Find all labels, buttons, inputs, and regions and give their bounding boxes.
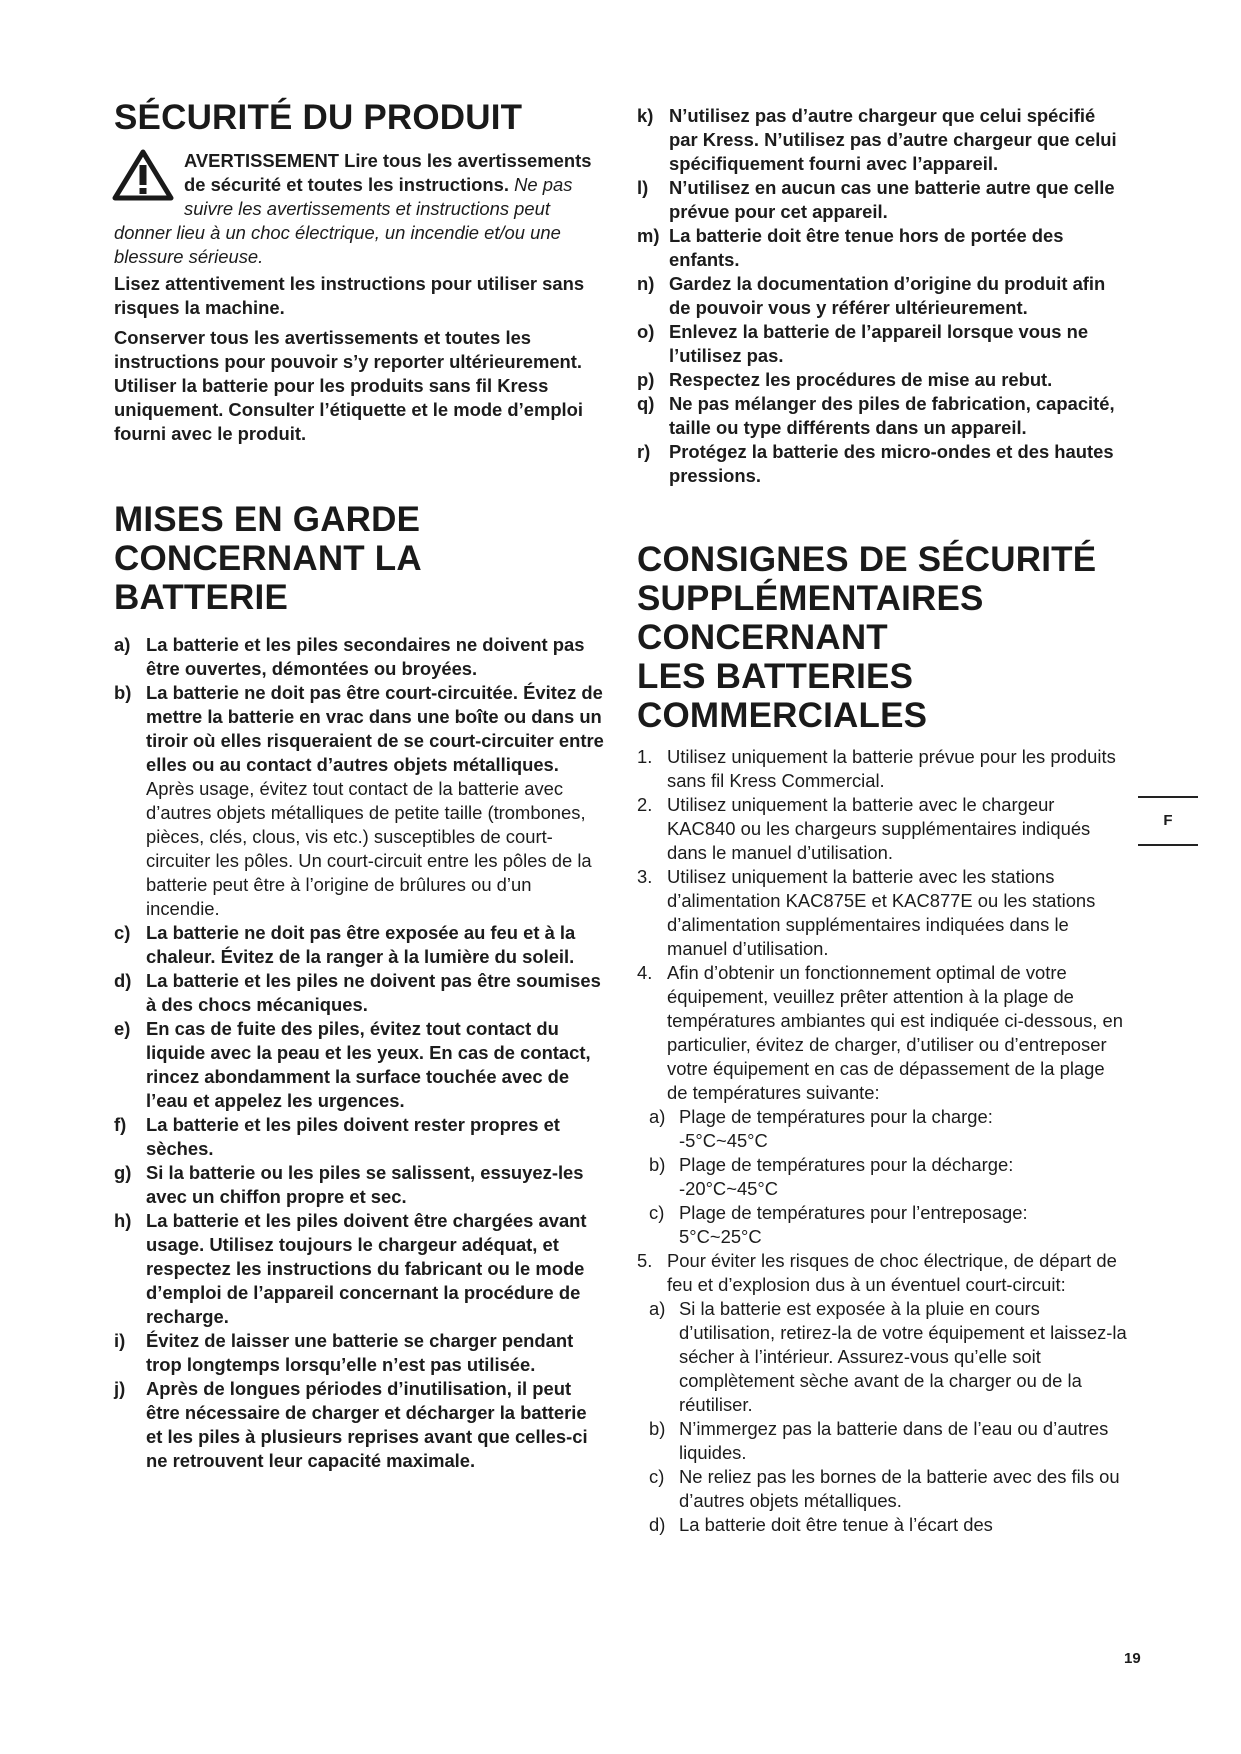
list-item: i) Évitez de laisser une batterie se charger pendant trop longtemps lorsqu’elle n’est pas utilisée. <box>114 1330 574 1375</box>
warning-triangle-icon <box>112 149 174 201</box>
paragraph-use-battery: Utiliser la batterie pour les produits sans fil Kress uniquement. Consulter l’étiquette et le mode d’emploi fourni avec le produit. <box>114 375 584 444</box>
list-item: 3. Utilisez uniquement la batterie avec les stations d’alimentation KAC875E et KAC877E ou les stations d’alimentation supplémentaires indiquées dans le manuel d’utilisation. <box>637 866 1096 959</box>
list-item: o) Enlevez la batterie de l’appareil lorsque vous ne l’utilisez pas. <box>637 321 1089 366</box>
list-item: 1. Utilisez uniquement la batterie prévue pour les produits sans fil Kress Commercial. <box>637 746 1116 791</box>
list-item: c) La batterie ne doit pas être exposée au feu et à la chaleur. Évitez de la ranger à la lumière du soleil. <box>114 922 576 967</box>
list-item: 4. Afin d’obtenir un fonctionnement optimal de votre équipement, veuillez prêter attention à la plage de températures ambiantes qui est indiquée ci-dessous, en particulier, évitez de charger, d’utiliser ou d’entreposer votre équipement en cas de dépassement de la plage de températures suivante: <box>637 962 1123 1103</box>
temperature-range-charge: a) Plage de températures pour la charge: -5°C~45°C <box>649 1106 993 1151</box>
warning-block <box>114 149 604 269</box>
list-item: p) Respectez les procédures de mise au rebut. <box>637 369 1053 390</box>
section-title-battery-warnings: MISES EN GARDE CONCERNANT LA BATTERIE <box>114 500 421 617</box>
warning-bold-text: AVERTISSEMENT Lire tous les avertissements de sécurité et toutes les instructions. <box>184 150 592 195</box>
list-item: q) Ne pas mélanger des piles de fabrication, capacité, taille ou type différents dans un appareil. <box>637 393 1115 438</box>
list-item: n) Gardez la documentation d’origine du produit afin de pouvoir vous y référer ultérieurement. <box>637 273 1106 318</box>
right-column <box>637 104 1127 1537</box>
list-item: c) Ne reliez pas les bornes de la batterie avec des fils ou d’autres objets métalliques. <box>649 1466 1120 1511</box>
warning-italic-text: Ne pas suivre les avertissements et instructions peut donner lieu à un choc électrique, un incendie et/ou une blessure sérieuse. <box>114 174 573 267</box>
list-item: 5. Pour éviter les risques de choc électrique, de départ de feu et d’explosion dus à un éventuel court-circuit: <box>637 1250 1117 1295</box>
commercial-battery-list <box>637 745 1127 1105</box>
list-item: d) La batterie et les piles ne doivent pas être soumises à des chocs mécaniques. <box>114 970 601 1015</box>
list-item: b) La batterie ne doit pas être court-circuitée. Évitez de mettre la batterie en vrac dans une boîte ou dans un tiroir où elles risqueraient de se court-circuiter entre elles ou au contact d’autres objets métalliques. Après usage, évitez tout contact de la batterie avec d’autres objets métalliques de petite taille (trombones, pièces, clés, clous, vis etc.) susceptibles de court-circuiter les pôles. Un court-circuit entre les pôles de la batterie peut être à l’origine de brûlures ou d’un incendie. <box>114 682 604 919</box>
list-item: j) Après de longues périodes d’inutilisation, il peut être nécessaire de charger et décharger la batterie et les piles à plusieurs reprises avant que celles-ci ne retrouvent leur capacité maximale. <box>114 1378 588 1471</box>
list-item: k) N’utilisez pas d’autre chargeur que celui spécifié par Kress. N’utilisez pas d’autre chargeur que celui spécifiquement fourni avec l’appareil. <box>637 105 1117 174</box>
page-number: 19 <box>1124 1650 1141 1667</box>
temperature-range-storage: c) Plage de températures pour l’entreposage: 5°C~25°C <box>649 1202 1028 1247</box>
list-item: f) La batterie et les piles doivent rester propres et sèches. <box>114 1114 560 1159</box>
list-item: l) N’utilisez en aucun cas une batterie autre que celle prévue pour cet appareil. <box>637 177 1115 222</box>
list-item: 2. Utilisez uniquement la batterie avec le chargeur KAC840 ou les chargeurs supplémentaires indiqués dans le manuel d’utilisation. <box>637 794 1091 863</box>
list-item: e) En cas de fuite des piles, évitez tout contact du liquide avec la peau et les yeux. En cas de contact, rincez abondamment la surface touchée avec de l’eau et appelez les urgences. <box>114 1018 591 1111</box>
battery-warnings-list <box>114 633 604 1473</box>
section-title-product-safety: SÉCURITÉ DU PRODUIT <box>114 98 523 137</box>
list-item: d) La batterie doit être tenue à l’écart des <box>649 1514 993 1535</box>
battery-warnings-list-continued <box>637 104 1127 488</box>
temperature-range-discharge: b) Plage de températures pour la décharge: -20°C~45°C <box>649 1154 1014 1199</box>
list-item: r) Protégez la batterie des micro-ondes et des hautes pressions. <box>637 441 1114 486</box>
list-item: m) La batterie doit être tenue hors de portée des enfants. <box>637 225 1064 270</box>
list-item: g) Si la batterie ou les piles se salissent, essuyez-les avec un chiffon propre et sec. <box>114 1162 584 1207</box>
list-item: a) Si la batterie est exposée à la pluie en cours d’utilisation, retirez-la de votre équipement et laissez-la sécher à l’intérieur. Assurez-vous qu’elle soit complètement sèche avant de la charger ou de la réutiliser. <box>649 1298 1127 1415</box>
section-title-additional-safety: CONSIGNES DE SÉCURITÉ SUPPLÉMENTAIRES CONCERNANT LES BATTERIES COMMERCIALES <box>637 540 1097 735</box>
paragraph-read-instructions: Lisez attentivement les instructions pour utiliser sans risques la machine. <box>114 273 585 318</box>
list-item: a) La batterie et les piles secondaires ne doivent pas être ouvertes, démontées ou broyées. <box>114 634 585 679</box>
list-item: b) N’immergez pas la batterie dans de l’eau ou d’autres liquides. <box>649 1418 1109 1463</box>
left-column <box>114 98 604 1473</box>
commercial-battery-list-continued <box>637 1249 1127 1297</box>
list-item: h) La batterie et les piles doivent être chargées avant usage. Utilisez toujours le chargeur adéquat, et respectez les instructions du fabricant ou le mode d’emploi de l’appareil concernant la procédure de recharge. <box>114 1210 587 1327</box>
paragraph-keep-instructions: Conserver tous les avertissements et toutes les instructions pour pouvoir s’y reporter ultérieurement. <box>114 327 583 372</box>
language-tab: F <box>1138 796 1198 846</box>
